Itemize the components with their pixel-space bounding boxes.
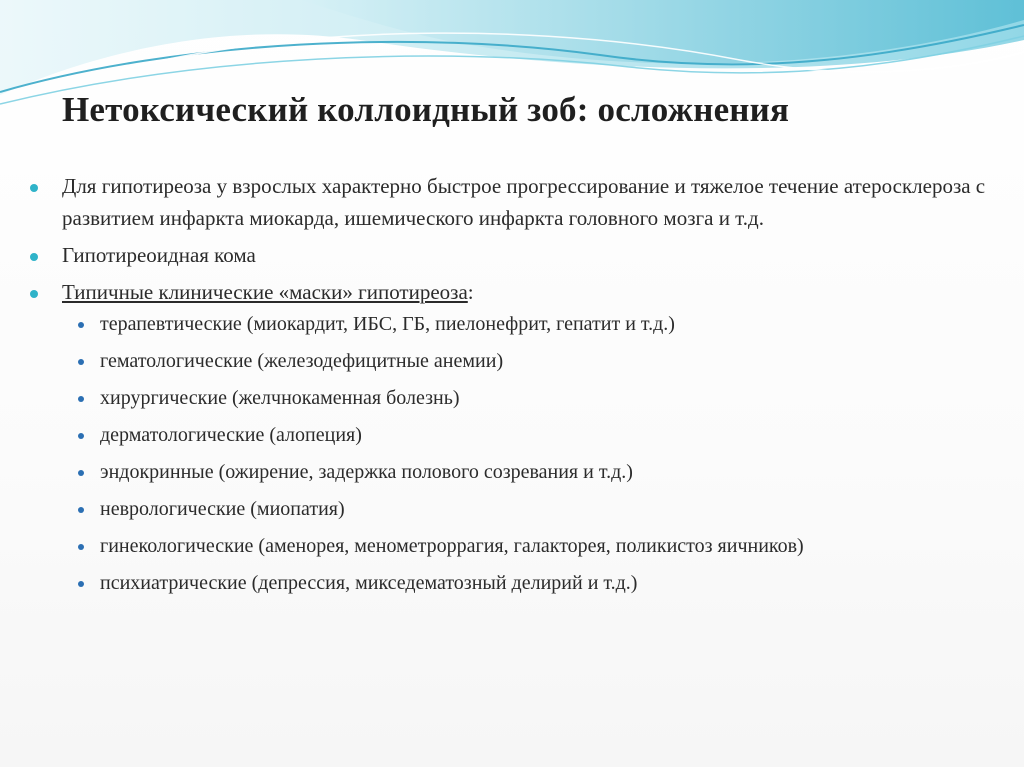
sublist-item [62, 495, 990, 523]
teal-dot-icon [30, 253, 38, 261]
blue-dot-icon [78, 433, 84, 439]
teal-dot-icon [30, 184, 38, 192]
list-item-masks [30, 276, 990, 597]
slide-title: Нетоксический коллоидный зоб: осложнения [62, 90, 790, 129]
masks-sublist [62, 310, 990, 597]
blue-dot-icon [78, 581, 84, 587]
sublist-item-text: терапевтические (миокардит, ИБС, ГБ, пиелонефрит, гепатит и т.д.) [100, 313, 675, 335]
blue-dot-icon [78, 396, 84, 402]
list-item [30, 239, 990, 271]
sublist-item-text: эндокринные (ожирение, задержка полового созревания и т.д.) [100, 461, 633, 483]
sublist-item [62, 421, 990, 449]
bullet-list [30, 170, 990, 597]
sublist-item-text: гематологические (железодефицитные анемии) [100, 350, 504, 372]
slide-content [30, 170, 990, 606]
teal-dot-icon [30, 290, 38, 298]
blue-dot-icon [78, 470, 84, 476]
sublist-item [62, 384, 990, 412]
sublist-item-text: неврологические (миопатия) [100, 498, 345, 520]
sublist-item-text: хирургические (желчнокаменная болезнь) [100, 387, 460, 409]
sublist-item [62, 310, 990, 338]
list-item-text: Для гипотиреоза у взрослых характерно быстрое прогрессирование и тяжелое течение атеросклероза с развитием инфаркта миокарда, ишемического инфаркта головного мозга и т.д. [62, 174, 986, 230]
sublist-item [62, 532, 990, 560]
blue-dot-icon [78, 359, 84, 365]
sublist-item [62, 569, 990, 597]
blue-dot-icon [78, 507, 84, 513]
blue-dot-icon [78, 322, 84, 328]
sublist-item [62, 458, 990, 486]
sublist-item-text: психиатрические (депрессия, микседематозный делирий и т.д.) [100, 572, 638, 594]
list-item [30, 170, 990, 234]
sublist-item-text: гинекологические (аменорея, менометроррагия, галакторея, поликистоз яичников) [100, 535, 804, 557]
sublist-item-text: дерматологические (алопеция) [100, 424, 362, 446]
list-item-text: Гипотиреоидная кома [62, 243, 256, 267]
blue-dot-icon [78, 544, 84, 550]
masks-heading: Типичные клинические «маски» гипотиреоза [62, 280, 468, 304]
masks-heading-colon: : [467, 280, 474, 304]
sublist-item [62, 347, 990, 375]
